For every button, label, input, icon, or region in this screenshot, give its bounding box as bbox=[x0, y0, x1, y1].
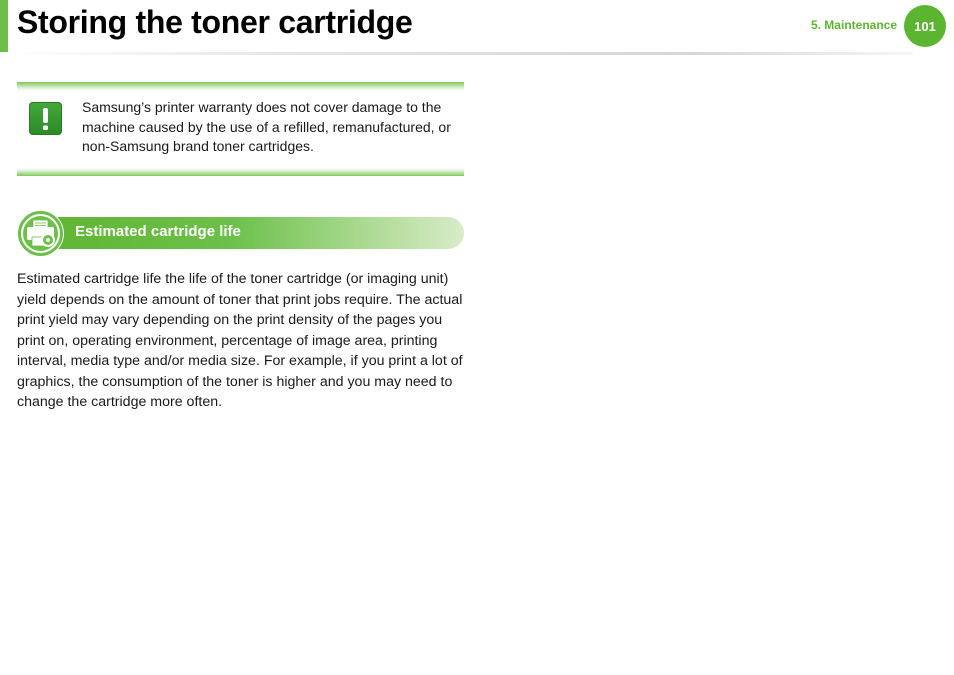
warning-note bbox=[17, 82, 464, 176]
note-text: Samsung’s printer warranty does not cover damage to the machine caused by the use of a refilled, remanufactured, or non-Samsung brand toner cartridges. bbox=[82, 99, 451, 154]
section-header bbox=[17, 210, 464, 257]
note-bottom-divider bbox=[17, 168, 464, 176]
exclamation-icon bbox=[29, 102, 62, 135]
section-heading: Estimated cartridge life bbox=[75, 223, 241, 240]
page-title: Storing the toner cartridge bbox=[17, 4, 413, 40]
note-top-divider bbox=[17, 82, 464, 91]
section-body-text: Estimated cartridge life the life of the toner cartridge (or imaging unit) yield depends on the amount of toner that print jobs require. The actual print yield may vary depending on the print density of the pages you print on, operating environment, percentage of image area, printing interval, media type and/or media size. For example, if you print a lot of graphics, the consumption of the toner is higher and you may need to change the cartridge more often. bbox=[17, 271, 463, 410]
page-number-badge: 101 bbox=[904, 5, 946, 47]
printer-gear-icon bbox=[17, 210, 64, 257]
header-divider bbox=[8, 52, 913, 55]
chapter-label: 5. Maintenance bbox=[810, 18, 897, 32]
header-accent-bar bbox=[0, 0, 8, 52]
